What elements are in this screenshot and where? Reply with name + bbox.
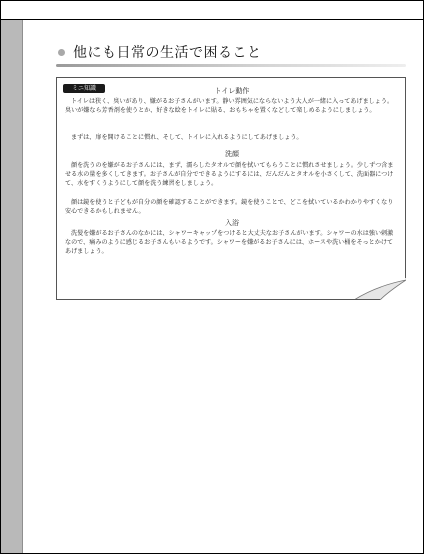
left-sidebar-bar	[1, 20, 23, 553]
page-title: 他にも日常の生活で困ること	[73, 45, 262, 61]
tips-card	[56, 77, 406, 300]
header-divider	[0, 19, 424, 20]
paragraph-bath-1: 洗髪を嫌がるお子さんのなかには、シャワーキャップをつけると大丈夫なお子さんがいます。シャワーの水は強い刺激なので、痛みのように感じるお子さんもいるようです。シャワーを嫌がるお子さんには、ホースや洗い桶をそっとかけてあげましょう。	[65, 230, 394, 255]
top-border	[0, 0, 424, 1]
section-title-bath: 入浴	[225, 219, 239, 227]
paragraph-face-1: 顔を洗うのを嫌がるお子さんには、まず、濡らしたタオルで顔を拭いてもらうことに慣れさせましょう。少しずつ含ませる水の量を多くしてきます。お子さんが自分でできるようにするには、だんだんとタオルを小さくして、洗面器につけて、水をすくうようにして顔を洗う練習をしましょう。	[65, 162, 394, 187]
section-title-toilet: トイレ動作	[214, 87, 250, 95]
paragraph-toilet-1: トイレは狭く、臭いがあり、嫌がるお子さんがいます。静い雰囲気にならないよう大人が一緒に入ってあげましょう。臭いが嫌なら芳香剤を使うとか、好きな絵をトイレに貼る、おもちゃを置くなどして楽しめるようにしましょう。	[65, 98, 394, 114]
section-title-face: 洗顔	[225, 150, 239, 158]
tag-badge: ミニ知識	[63, 84, 105, 93]
bullet-icon	[58, 49, 65, 56]
section-heading	[58, 42, 262, 62]
page-curl-icon	[336, 278, 406, 300]
paragraph-toilet-2: まずは、扉を開けることに慣れ、そして、トイレに入れるようにしてあげましょう。	[71, 134, 303, 141]
heading-underline	[56, 64, 406, 67]
paragraph-face-2: 顔は鏡を使うと子どもが自分の顔を確認することができます。鏡を使うことで、どこを拭いているかわかりやすくなり安心できるかもしれません。	[65, 199, 394, 215]
